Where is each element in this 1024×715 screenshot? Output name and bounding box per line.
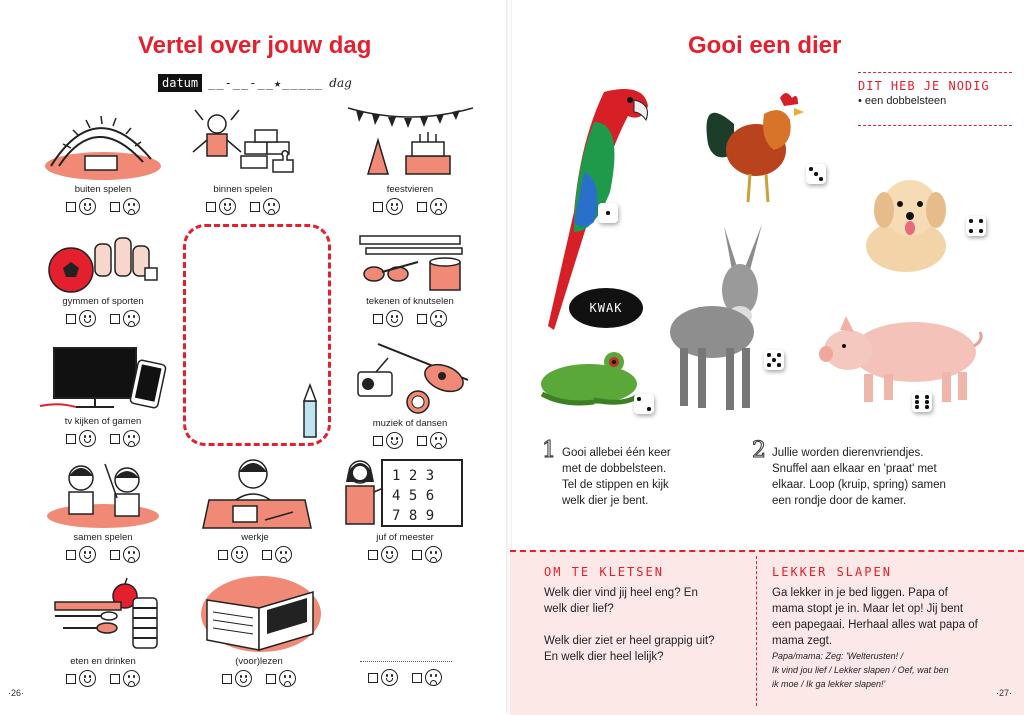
activity-label: tv kijken of gamen	[64, 416, 142, 427]
activity-label: binnen spelen	[213, 184, 273, 195]
right-page-title: Gooi een dier	[688, 32, 842, 59]
sad-checkbox[interactable]	[110, 202, 120, 212]
happy-checkbox[interactable]	[66, 314, 76, 324]
die-three-icon	[806, 164, 826, 184]
activity-label: buiten spelen	[74, 184, 132, 195]
mood-check	[190, 546, 320, 563]
happy-checkbox[interactable]	[66, 550, 76, 560]
activity-tv-kijken	[38, 344, 168, 447]
step-1	[542, 438, 671, 509]
activity-tekenen	[345, 232, 475, 327]
mood-check	[38, 198, 168, 215]
text-line-small: Papa/mama: Zeg: 'Welterusten! /	[772, 651, 904, 661]
mood-check	[340, 669, 470, 686]
text-line: mama zegt.	[772, 635, 833, 647]
guitar-radio-icon	[348, 340, 473, 416]
lekker-slapen-text	[772, 585, 978, 691]
text-line-small: Ik vind jou lief / Lekker slapen / Oef, wat ben	[772, 665, 949, 675]
sports-ball-icon	[41, 232, 166, 294]
activity-werkje	[190, 458, 320, 563]
step-line: Jullie worden dierenvriendjes.	[772, 447, 924, 459]
pig-image	[818, 306, 988, 406]
activity-label: (voor)lezen	[235, 656, 283, 667]
activity-muziek	[345, 340, 475, 449]
page-number-right: ·27·	[996, 688, 1013, 698]
activity-custom	[340, 666, 470, 686]
step-line: met de dobbelsteen.	[562, 463, 667, 475]
happy-checkbox[interactable]	[66, 434, 76, 444]
smiley-icon	[386, 198, 403, 215]
die-two-icon	[634, 394, 654, 414]
mood-check	[38, 546, 168, 563]
mood-check	[194, 670, 324, 687]
sad-face-icon	[430, 432, 447, 449]
smiley-icon	[231, 546, 248, 563]
happy-checkbox[interactable]	[368, 673, 378, 683]
text-line: Welk dier ziet er heel grappig uit?	[544, 635, 715, 647]
mood-check	[345, 310, 475, 327]
smiley-icon	[386, 432, 403, 449]
board-digits-row3: 7 8 9	[392, 508, 435, 524]
smiley-icon	[381, 669, 398, 686]
frog-image	[534, 344, 644, 410]
happy-checkbox[interactable]	[222, 674, 232, 684]
tips-divider	[756, 556, 757, 706]
text-line-small: ik moe / Ik ga lekker slapen!'	[772, 679, 886, 689]
activity-label: eten en drinken	[70, 656, 136, 667]
happy-checkbox[interactable]	[373, 202, 383, 212]
mood-check	[178, 198, 308, 215]
happy-checkbox[interactable]	[373, 436, 383, 446]
left-page-title: Vertel over jouw dag	[138, 32, 372, 59]
activity-gymmen	[38, 232, 168, 327]
step-line: welk dier je bent.	[562, 495, 649, 507]
activity-label: werkje	[241, 532, 269, 543]
sad-face-icon	[123, 198, 140, 215]
text-line: welk dier lief?	[544, 603, 614, 615]
die-six-icon	[912, 392, 932, 412]
food-drink-icon	[41, 572, 166, 654]
activity-label: gymmen of sporten	[62, 296, 144, 307]
step-number: 1	[542, 438, 556, 463]
om-te-kletsen-heading: OM TE KLETSEN	[544, 565, 664, 579]
sad-face-icon	[123, 430, 140, 447]
sad-checkbox[interactable]	[417, 314, 427, 324]
sad-face-icon	[279, 670, 296, 687]
lekker-slapen-heading: LEKKER SLAPEN	[772, 565, 892, 579]
text-line: mama stopt je in. Maar let op! Jij bent	[772, 603, 964, 615]
activity-buiten-spelen	[38, 104, 168, 215]
smiley-icon	[235, 670, 252, 687]
activity-juf-of-meester	[340, 456, 470, 563]
sad-checkbox[interactable]	[412, 673, 422, 683]
happy-checkbox[interactable]	[368, 550, 378, 560]
activity-feestvieren	[345, 104, 475, 215]
step-line: Snuffel aan elkaar en 'praat' met	[772, 463, 937, 475]
activity-label: feestvieren	[386, 184, 434, 195]
tv-tablet-icon	[38, 344, 168, 414]
teacher-board-icon	[340, 456, 470, 530]
activity-label: muziek of dansen	[372, 418, 448, 429]
sad-face-icon	[123, 310, 140, 327]
sad-face-icon	[430, 310, 447, 327]
smiley-icon	[79, 430, 96, 447]
step-line: elkaar. Loop (kruip, spring) samen	[772, 479, 946, 491]
right-page	[510, 0, 1024, 713]
custom-activity-line[interactable]	[360, 661, 452, 662]
speech-bubble: KWAK	[569, 288, 643, 328]
activity-samen-spelen	[38, 460, 168, 563]
board-digits-row2: 4 5 6	[392, 488, 435, 504]
sad-checkbox[interactable]	[110, 314, 120, 324]
smiley-icon	[79, 670, 96, 687]
toys-icon	[181, 104, 306, 182]
rooster-image	[694, 84, 808, 206]
sad-face-icon	[275, 546, 292, 563]
smiley-icon	[79, 198, 96, 215]
step-number: 2	[752, 438, 766, 463]
activity-binnen-spelen	[178, 104, 308, 215]
smiley-icon	[79, 310, 96, 327]
date-line: __-__-__★_____	[208, 76, 324, 90]
open-book-icon	[197, 572, 322, 654]
step-line: een rondje door de kamer.	[772, 495, 907, 507]
happy-checkbox[interactable]	[218, 550, 228, 560]
die-four-icon	[966, 216, 986, 236]
happy-checkbox[interactable]	[66, 674, 76, 684]
smiley-icon	[386, 310, 403, 327]
happy-checkbox[interactable]	[206, 202, 216, 212]
craft-tools-icon	[348, 232, 473, 294]
needs-box	[858, 72, 1012, 126]
happy-checkbox[interactable]	[373, 314, 383, 324]
text-line: Welk dier vind jij heel eng? En	[544, 587, 698, 599]
smiley-icon	[79, 546, 96, 563]
sad-face-icon	[425, 546, 442, 563]
mood-check	[340, 546, 470, 563]
text-line	[544, 617, 714, 633]
text-line: een papegaai. Herhaal alles wat papa of	[772, 619, 978, 631]
happy-checkbox[interactable]	[66, 202, 76, 212]
needs-item: • een dobbelsteen	[858, 95, 947, 107]
smiley-icon	[219, 198, 236, 215]
child-desk-icon	[193, 458, 318, 530]
step-line: Gooi allebei één keer	[562, 447, 671, 459]
sad-checkbox[interactable]	[412, 550, 422, 560]
activity-eten-drinken	[38, 572, 168, 687]
sad-face-icon	[425, 669, 442, 686]
mood-check	[345, 432, 475, 449]
two-kids-icon	[41, 460, 166, 530]
sad-checkbox[interactable]	[417, 202, 427, 212]
sad-face-icon	[263, 198, 280, 215]
board-digits-row1: 1 2 3	[392, 468, 435, 484]
smiley-icon	[381, 546, 398, 563]
sad-checkbox[interactable]	[110, 434, 120, 444]
activity-voorlezen	[194, 572, 324, 687]
step-line: Tel de stippen en kijk	[562, 479, 669, 491]
sad-checkbox[interactable]	[417, 436, 427, 446]
page-number-left: ·26·	[8, 688, 25, 698]
sad-face-icon	[123, 546, 140, 563]
playground-icon	[41, 104, 166, 182]
drawing-frame[interactable]	[183, 224, 331, 446]
left-page	[0, 0, 508, 713]
donkey-image	[666, 220, 776, 416]
step-2	[752, 438, 946, 509]
sad-checkbox[interactable]	[266, 674, 276, 684]
date-row	[158, 74, 352, 92]
mood-check	[345, 198, 475, 215]
sad-checkbox[interactable]	[110, 674, 120, 684]
sad-checkbox[interactable]	[262, 550, 272, 560]
fountain-pen-icon	[300, 383, 320, 439]
activity-label: juf of meester	[376, 532, 434, 543]
text-line: En welk dier heel lelijk?	[544, 651, 664, 663]
party-cake-icon	[348, 104, 473, 182]
om-te-kletsen-text	[544, 585, 714, 665]
sad-face-icon	[123, 670, 140, 687]
activity-label: samen spelen	[73, 532, 133, 543]
text-line: Ga lekker in je bed liggen. Papa of	[772, 587, 948, 599]
mood-check	[38, 310, 168, 327]
sad-checkbox[interactable]	[110, 550, 120, 560]
sad-face-icon	[430, 198, 447, 215]
die-five-icon	[764, 350, 784, 370]
mood-check	[38, 430, 168, 447]
datum-label: datum	[158, 74, 202, 92]
die-one-icon	[598, 203, 618, 223]
sad-checkbox[interactable]	[250, 202, 260, 212]
dog-image	[854, 174, 954, 280]
activity-label: tekenen of knutselen	[366, 296, 454, 307]
dag-label: dag	[329, 76, 352, 90]
mood-check	[38, 670, 168, 687]
needs-heading: DIT HEB JE NODIG	[858, 79, 990, 93]
